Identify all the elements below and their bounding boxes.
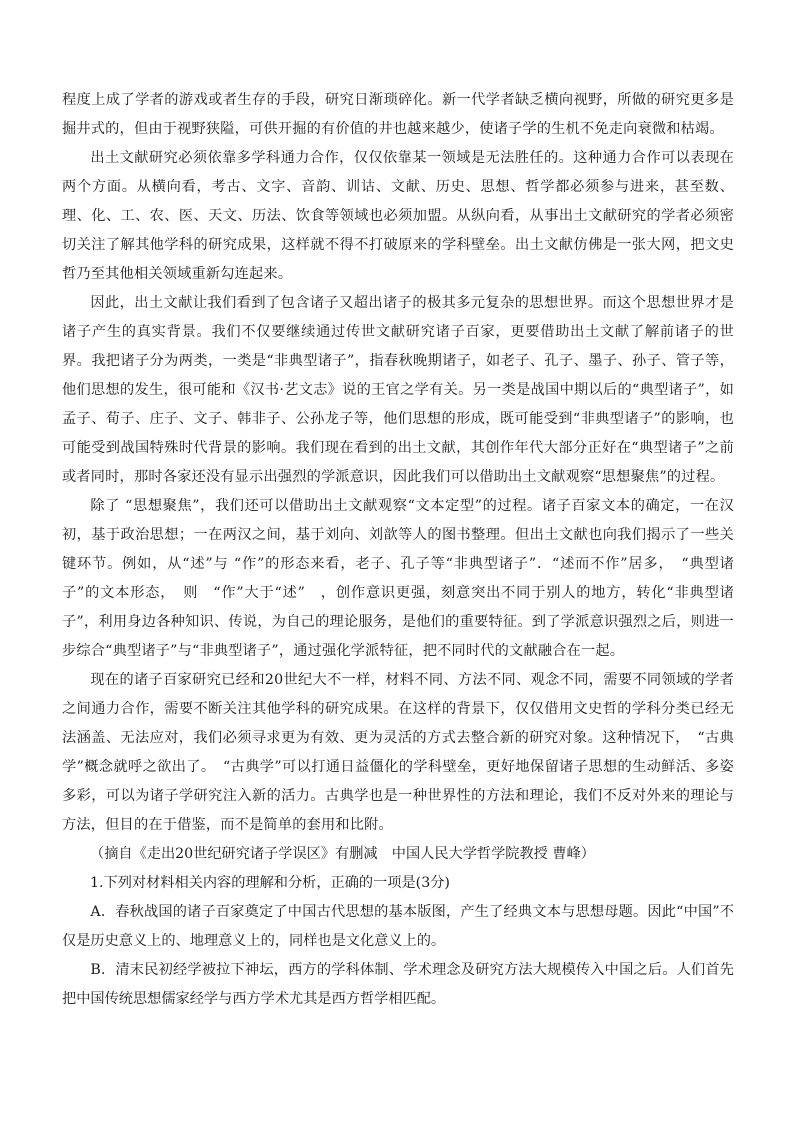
paragraph-continuation: 程度上成了学者的游戏或者生存的手段，研究日渐琐碎化。新一代学者缺乏横向视野，所做的研究更多是掘井式的，但由于视野狭隘，可供开掘的有价值的井也越来越少，使诸子学的生机不免走向衰微和枯竭。 [62,92,734,137]
paragraph-thought-world: 因此，出土文献让我们看到了包含诸子又超出诸子的极其多元复杂的思想世界。而这个思想世界才是诸子产生的真实背景。我们不仅要继续通过传世文献研究诸子百家，更要借助出土文献了解前诸子的世界。我把诸子分为两类，一类是“非典型诸子”，指春秋晚期诸子，如老子、孔子、墨子、孙子、管子等，他们思想的发生，很可能和《汉书·艺文志》说的王官之学有关。另一类是战国中期以后的“典型诸子”，如孟子、荀子、庄子、文子、韩非子、公孙龙子等，他们思想的形成，既可能受到“非典型诸子”的影响，也可能受到战国特殊时代背景的影响。我们现在看到的出土文献，其创作年代大部分正好在“典型诸子”之前或者同时，那时各家还没有显示出强烈的学派意识，因此我们可以借助出土文献观察“思想聚焦”的过程。 [62,295,734,485]
article-body [62,86,734,1014]
question-stem: 1.下列对材料相关内容的理解和分析，正确的一项是(3分) [90,875,450,891]
option-a: A．春秋战国的诸子百家奠定了中国古代思想的基本版图，产生了经典文本与思想母题。因此“中国”不仅是历史意义上的、地理意义上的，同样也是文化意义上的。 [62,904,734,949]
source-citation: （摘自《走出20世纪研究诸子学误区》有删减 中国人民大学哲学院教授 曹峰） [90,846,595,862]
paragraph-text-formation: 除了 “思想聚焦”，我们还可以借助出土文献观察“文本定型”的过程。诸子百家文本的确定，一在汉初，基于政治思想；一在两汉之间，基于刘向、刘歆等人的图书整理。但出土文献也向我们揭示了一些关键环节。例如，从“述”与 “作”的形态来看，老子、孔子等“非典型诸子”．“述而不作”居多， “典型诸子”的文本形态， 则 “作”大于“述” ，创作意识更强，刻意突出不同于别人的地方，转化“非典型诸子”，利用身边各种知识、传说，为自己的理论服务，是他们的重要特征。到了学派意识强烈之后，则进一步综合“典型诸子”与“非典型诸子”，通过强化学派特征，把不同时代的文献融合在一起。 [62,498,734,659]
option-b: B．清末民初经学被拉下神坛，西方的学科体制、学术理念及研究方法大规模传入中国之后。人们首先把中国传统思想儒家经学与西方学术尤其是西方哲学相匹配。 [62,962,734,1007]
paragraph-collaboration: 出土文献研究必须依靠多学科通力合作，仅仅依靠某一领域是无法胜任的。这种通力合作可以表现在两个方面。从横向看，考古、文字、音韵、训诂、文献、历史、思想、哲学都必须参与进来，甚至数、理、化、工、农、医、天文、历法、饮食等领域也必须加盟。从纵向看，从事出土文献研究的学者必须密切关注了解其他学科的研究成果，这样就不得不打破原来的学科壁垒。出土文献仿佛是一张大网，把文史哲乃至其他相关领域重新勾连起来。 [62,150,734,282]
paragraph-classics: 现在的诸子百家研究已经和20世纪大不一样，材料不同、方法不同、观念不同，需要不同领域的学者之间通力合作，需要不断关注其他学科的研究成果。在这样的背景下，仅仅借用文史哲的学科分类已经无法涵盖、无法应对，我们必须寻求更为有效、更为灵活的方式去整合新的研究对象。这种情况下， “古典学”概念就呼之欲出了。 “古典学”可以打通日益僵化的学科壁垒，更好地保留诸子思想的生动鲜活、多姿多彩，可以为诸子学研究注入新的活力。古典学也是一种世界性的方法和理论，我们不反对外来的理论与方法，但目的在于借鉴，而不是简单的套用和比附。 [62,672,734,833]
